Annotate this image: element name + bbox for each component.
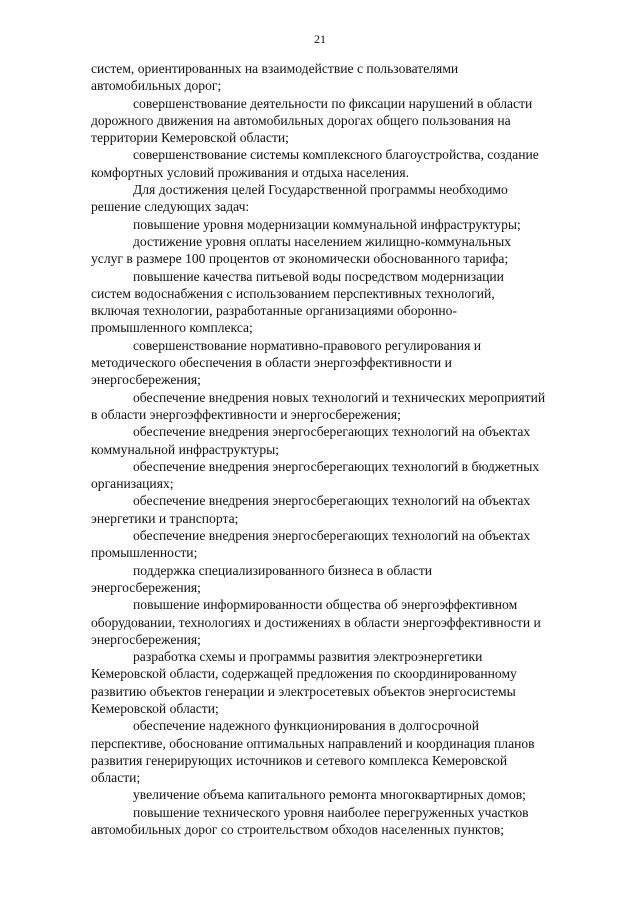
paragraph: совершенствование деятельности по фиксации нарушений в области дорожного движения на автомобильных дорогах общего пользования на территории Кемеровской области; xyxy=(91,95,533,146)
paragraph: повышение уровня модернизации коммунальной инфраструктуры; xyxy=(133,216,521,232)
paragraph: достижение уровня оплаты населением жилищно-коммунальных услуг в размере 100 процентов от экономически обоснованного тарифа; xyxy=(91,233,512,267)
document-body xyxy=(91,60,596,838)
paragraph: систем, ориентированных на взаимодействие с пользователями автомобильных дорог; xyxy=(91,61,459,94)
page-number: 21 xyxy=(314,32,326,46)
paragraph: совершенствование системы комплексного благоустройства, создание комфортных условий проживания и отдыха населения. xyxy=(91,147,539,180)
paragraph: повышение информированности общества об энергоэффективном оборудовании, технологиях и достижениях в области энергоэффективности и энергосбережения; xyxy=(91,597,541,647)
paragraph: повышение технического уровня наиболее перегруженных участков автомобильных дорог со строительством обходов населенных пунктов; xyxy=(91,804,529,838)
paragraph: обеспечение внедрения энергосберегающих технологий в бюджетных организациях; xyxy=(91,458,540,492)
paragraph: обеспечение внедрения энергосберегающих технологий на объектах промышленности; xyxy=(91,528,531,561)
paragraph: Для достижения целей Государственной программы необходимо решение следующих задач: xyxy=(91,182,508,215)
paragraph: повышение качества питьевой воды посредством модернизации систем водоснабжения с использованием перспективных технологий, включая технологии, разработанные организациями оборонно- промышленного комплекса; xyxy=(91,268,504,336)
paragraph: обеспечение внедрения энергосберегающих технологий на объектах энергетики и транспорта; xyxy=(91,493,531,526)
paragraph: увеличение объема капитального ремонта многоквартирных домов; xyxy=(133,787,526,803)
paragraph: совершенствование нормативно-правового регулирования и методического обеспечения в области энергоэффективности и энергосбережения; xyxy=(91,337,482,388)
paragraph: разработка схемы и программы развития электроэнергетики Кемеровской области, содержащей предложения по скоординированному развитию объектов генерации и электросетевых объектов энергосистемы Кемеровской области; xyxy=(91,649,517,716)
paragraph: поддержка специализированного бизнеса в области энергосбережения; xyxy=(91,562,433,595)
paragraph: обеспечение внедрения энергосберегающих технологий на объектах коммунальной инфраструктуры; xyxy=(91,424,531,457)
paragraph: обеспечение внедрения новых технологий и технических мероприятий в области энергоэффективности и энергосбережения; xyxy=(91,389,546,422)
paragraph: обеспечение надежного функционирования в долгосрочной перспективе, обоснование оптимальных направлений и координация планов развития генерирующих источников и сетевого комплекса Кемеровской области; xyxy=(91,718,535,786)
